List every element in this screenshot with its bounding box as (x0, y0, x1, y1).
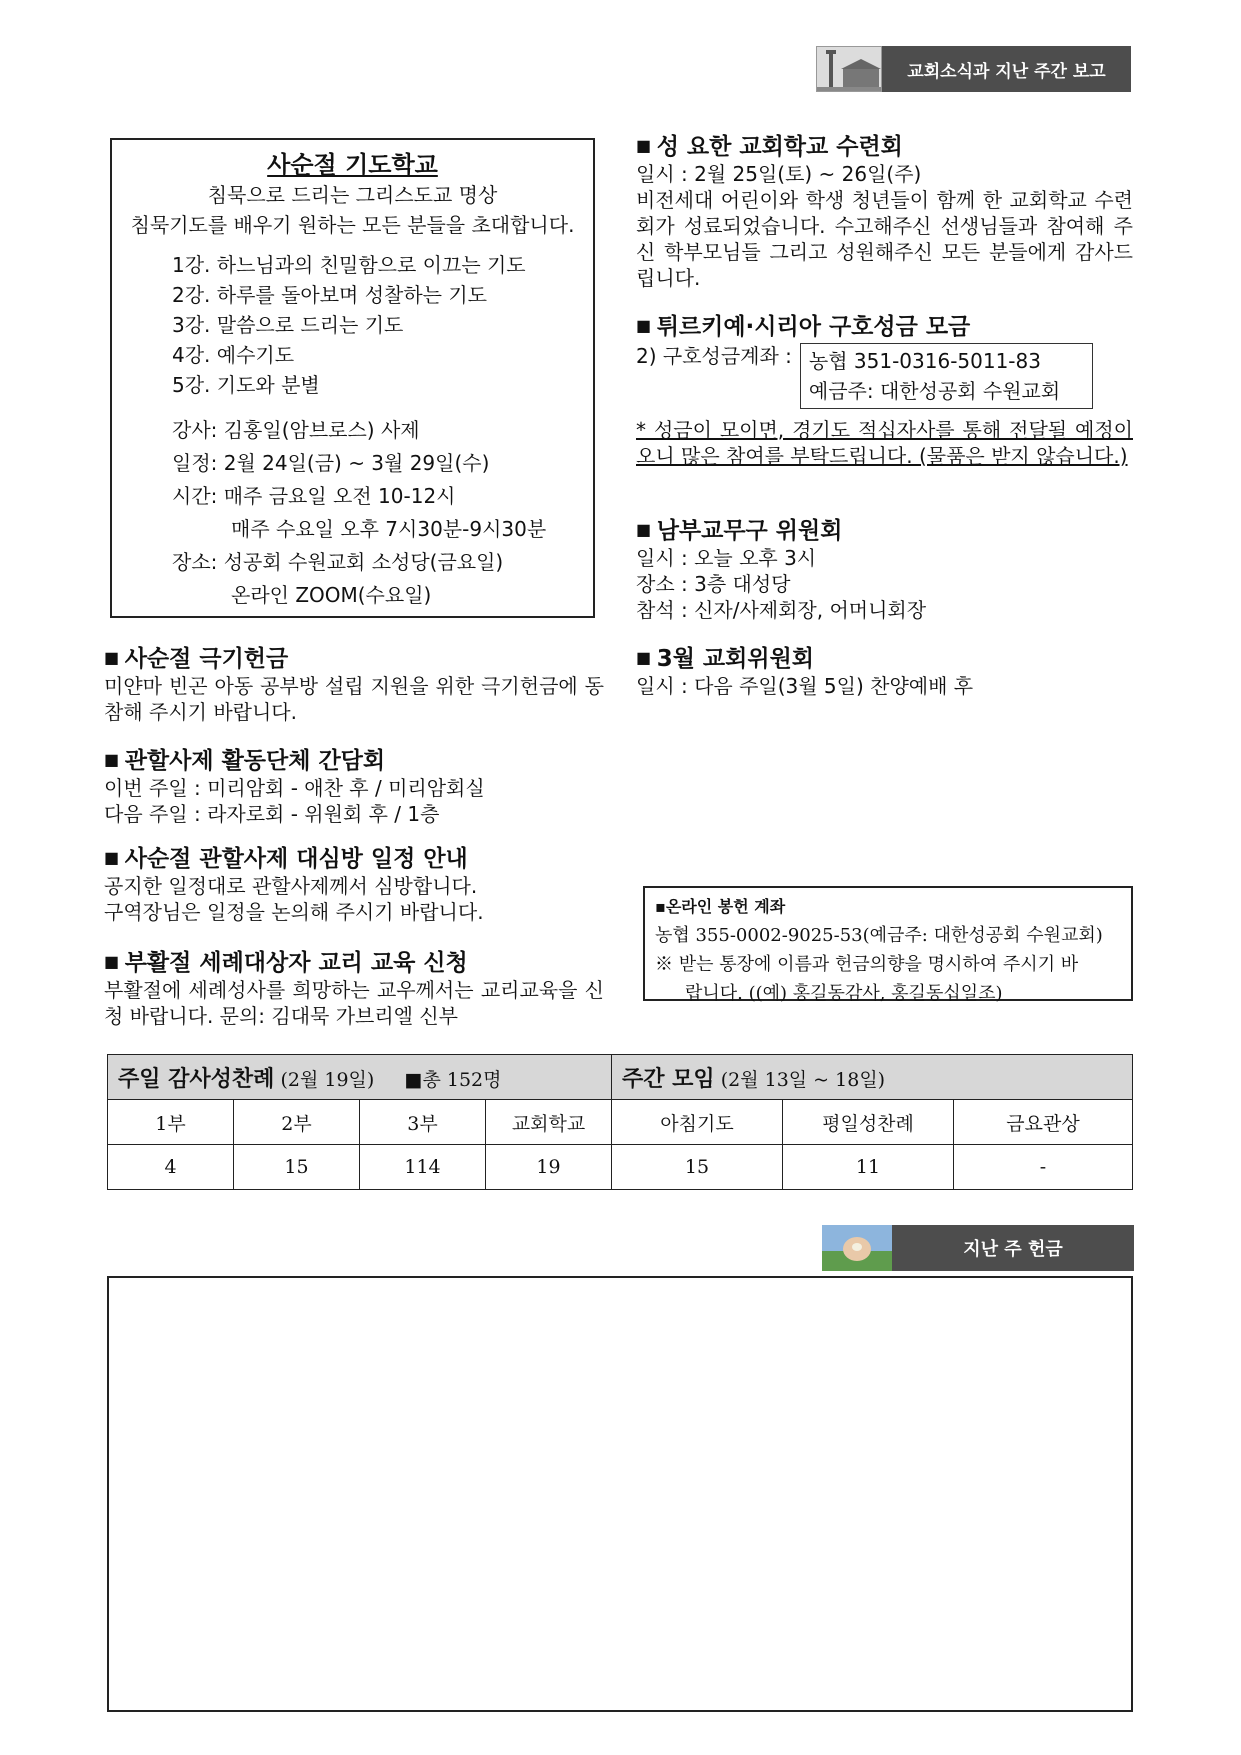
baptism-section (104, 948, 604, 1029)
header-label: 교회소식과 지난 주간 보고 (882, 46, 1131, 92)
church-photo (816, 46, 882, 92)
prayer-school-title: 사순절 기도학교 (267, 151, 438, 179)
prayer-school-info (172, 414, 579, 612)
march-council-title: ■ 3월 교회위원회 (636, 644, 1133, 673)
attendance-column-row (108, 1100, 1133, 1145)
march-council-date: 일시 : 다음 주일(3월 5일) 찬양예배 후 (636, 674, 974, 698)
attendance-value: 15 (234, 1145, 360, 1190)
attendance-value: 11 (783, 1145, 954, 1190)
column-header: 금요관상 (954, 1100, 1133, 1145)
prayer-school-subtitle: 침묵으로 드리는 그리스도교 명상 (207, 183, 498, 207)
retreat-body: 비전세대 어린이와 학생 청년들이 함께 한 교회학교 수련회가 성료되었습니다. 수고해주신 선생님들과 참여해 주신 학부모님들 그리고 성원해주신 모든 분들에게 감사드립니다. (636, 188, 1133, 290)
prayer-school-box (110, 138, 595, 618)
column-header: 평일성찬례 (783, 1100, 954, 1145)
weekly-meeting-title: 주간 모임 (622, 1066, 715, 1092)
online-offering-note: 랍니다. ((예) 홍길동감사, 홍길동십일조) (685, 983, 1003, 1004)
online-offering-box (643, 886, 1133, 1004)
attendance-value: 4 (108, 1145, 234, 1190)
district-meeting-title: ■ 관할사제 활동단체 간담회 (104, 746, 604, 775)
south-committee-attendees: 참석 : 신자/사제회장, 어머니회장 (636, 598, 927, 622)
relief-account-row (636, 343, 1133, 409)
retreat-section (636, 132, 1133, 291)
schedule: 일정: 2월 24일(금) ~ 3월 29일(수) (172, 451, 490, 475)
relief-account-holder: 예금주: 대한성공회 수원교회 (808, 379, 1061, 403)
baptism-title: ■ 부활절 세례대상자 교리 교육 신청 (104, 948, 604, 977)
lecture-item: 2강. 하루를 돌아보며 성찰하는 기도 (172, 283, 487, 307)
relief-note: * 성금이 모이면, 경기도 적십자사를 통해 전달될 예정이오니 많은 참여를 부탁드립니다. (물품은 받지 않습니다.) (636, 418, 1133, 468)
relief-account-label: 2) 구호성금계좌 : (636, 344, 792, 368)
visit-schedule-line: 구역장님은 일정을 논의해 주시기 바랍니다. (104, 900, 484, 924)
lecture-item: 3강. 말씀으로 드리는 기도 (172, 313, 404, 337)
retreat-date: 일시 : 2월 25일(토) ~ 26일(주) (636, 162, 922, 186)
column-header: 3부 (360, 1100, 486, 1145)
south-committee-title: ■ 남부교무구 위원회 (636, 516, 1133, 545)
lent-offering-title: ■ 사순절 극기헌금 (104, 644, 604, 673)
lecture-item: 1강. 하느님과의 친밀함으로 이끄는 기도 (172, 253, 526, 277)
column-header: 1부 (108, 1100, 234, 1145)
attendance-header-row (108, 1055, 1133, 1100)
south-committee-section (636, 516, 1133, 623)
relief-title: ■ 튀르키예·시리아 구호성금 모금 (636, 312, 1133, 341)
attendance-value: 19 (486, 1145, 612, 1190)
lecture-list (172, 250, 579, 400)
offering-label: 지난 주 헌금 (892, 1225, 1134, 1271)
prayer-school-invite: 침묵기도를 배우기 원하는 모든 분들을 초대합니다. (130, 213, 575, 237)
weekly-meeting-header (612, 1055, 1133, 1100)
baptism-body: 부활절에 세례성사를 희망하는 교우께서는 교리교육을 신청 바랍니다. 문의: 김대묵 가브리엘 신부 (104, 978, 604, 1028)
online-offering-account: 농협 355-0002-9025-53(예금주: 대한성공회 수원교회) (655, 925, 1103, 946)
sunday-service-title: 주일 감사성찬례 (118, 1066, 275, 1092)
visit-schedule-line: 공지한 일정대로 관할사제께서 심방합니다. (104, 874, 478, 898)
instructor: 강사: 김홍일(암브로스) 사제 (172, 418, 420, 442)
praying-hands-image (822, 1225, 892, 1271)
sunday-total: ■총 152명 (404, 1068, 502, 1091)
attendance-value: 15 (612, 1145, 783, 1190)
place-friday: 장소: 성공회 수원교회 소성당(금요일) (172, 550, 504, 574)
lent-offering-body: 미얀마 빈곤 아동 공부방 설립 지원을 위한 극기헌금에 동참해 주시기 바랍니다. (104, 674, 604, 724)
attendance-value-row (108, 1145, 1133, 1190)
offering-box (107, 1276, 1133, 1712)
time-wednesday: 매주 수요일 오후 7시30분-9시30분 (231, 517, 547, 541)
column-header: 아침기도 (612, 1100, 783, 1145)
district-meeting-line: 다음 주일 : 라자로회 - 위원회 후 / 1층 (104, 802, 440, 826)
lecture-item: 5강. 기도와 분별 (172, 373, 320, 397)
attendance-value: - (954, 1145, 1133, 1190)
weekly-meeting-date: (2월 13일 ~ 18일) (720, 1068, 886, 1091)
lent-offering-section (104, 644, 604, 725)
south-committee-date: 일시 : 오늘 오후 3시 (636, 546, 817, 570)
section-header (816, 46, 1131, 92)
time-friday: 시간: 매주 금요일 오전 10-12시 (172, 484, 456, 508)
online-offering-title: ▪온라인 봉헌 계좌 (655, 897, 786, 916)
district-meeting-section (104, 746, 604, 827)
sunday-service-date: (2월 19일) (280, 1068, 375, 1091)
column-header: 2부 (234, 1100, 360, 1145)
relief-account-number: 농협 351-0316-5011-83 (808, 349, 1041, 373)
online-offering-note: ※ 받는 통장에 이름과 헌금의향을 명시하여 주시기 바 (655, 954, 1079, 975)
district-meeting-line: 이번 주일 : 미리암회 - 애찬 후 / 미리암회실 (104, 776, 485, 800)
retreat-title: ■ 성 요한 교회학교 수련회 (636, 132, 1133, 161)
attendance-table (107, 1054, 1133, 1190)
lecture-item: 4강. 예수기도 (172, 343, 295, 367)
relief-account-box (800, 343, 1093, 409)
south-committee-place: 장소 : 3층 대성당 (636, 572, 791, 596)
march-council-section (636, 644, 1133, 699)
attendance-value: 114 (360, 1145, 486, 1190)
visit-schedule-title: ■ 사순절 관할사제 대심방 일정 안내 (104, 844, 604, 873)
column-header: 교회학교 (486, 1100, 612, 1145)
place-wednesday: 온라인 ZOOM(수요일) (231, 583, 432, 607)
visit-schedule-section (104, 844, 604, 925)
relief-section (636, 312, 1133, 469)
sunday-service-header (108, 1055, 612, 1100)
offering-header (822, 1225, 1134, 1271)
